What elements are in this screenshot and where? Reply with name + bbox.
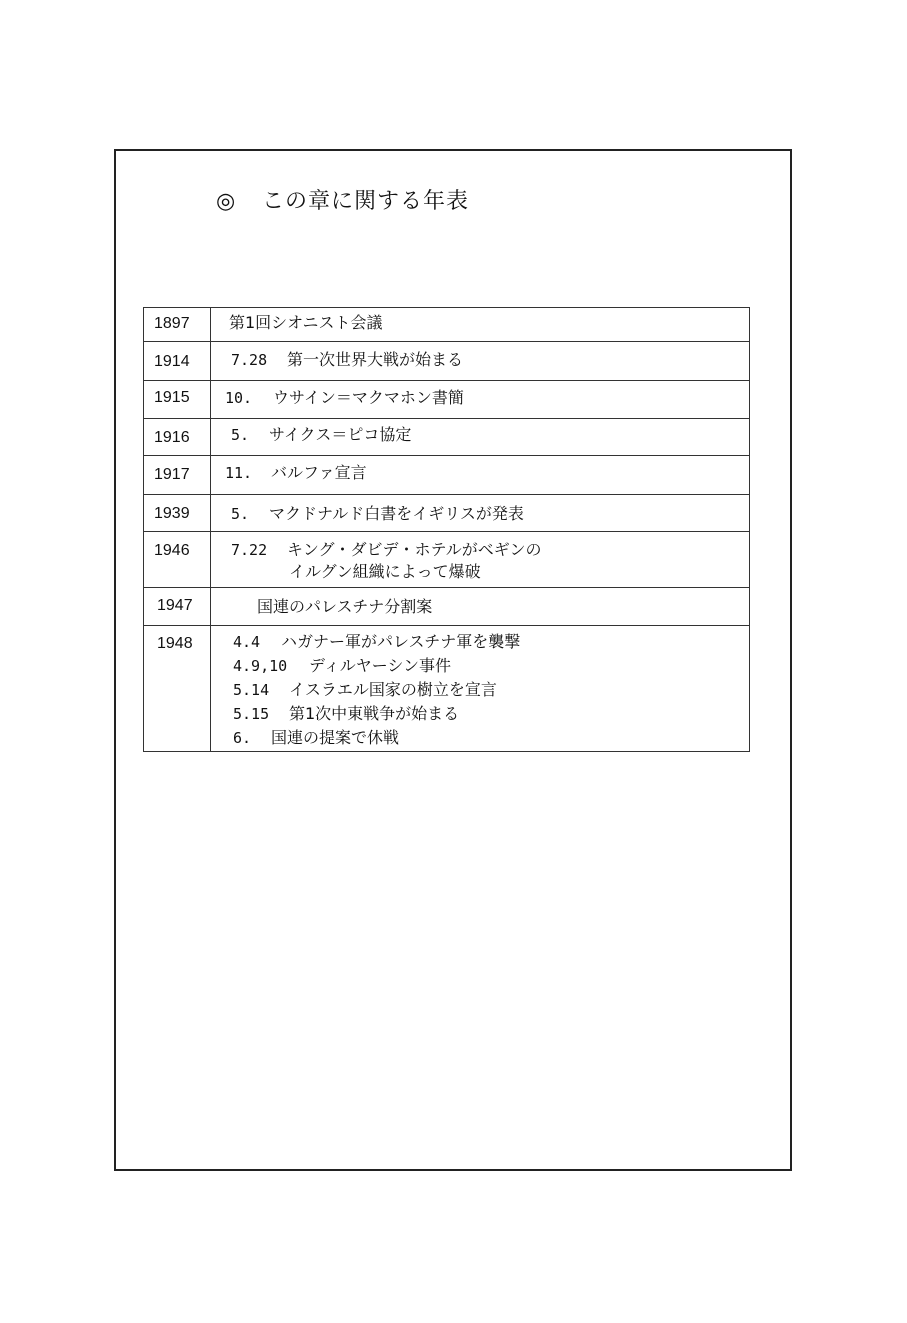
event-date: 4.9,10	[233, 657, 288, 675]
event-line	[233, 726, 749, 750]
event-text: キング・ダビデ・ホテルがベギンの	[287, 540, 542, 559]
event-line	[225, 387, 749, 409]
event-line	[233, 654, 749, 678]
events-cell	[211, 342, 750, 381]
event-line	[231, 424, 749, 446]
event-date: 7.28	[231, 351, 268, 369]
event-line	[231, 539, 749, 561]
event-date: 10.	[225, 389, 253, 407]
event-line	[233, 678, 749, 702]
event-line	[229, 312, 749, 334]
event-text: 第1回シオニスト会議	[229, 313, 383, 332]
event-text: イスラエル国家の樹立を宣言	[289, 680, 497, 699]
year-cell: 1916	[144, 419, 211, 456]
event-date: 5.	[231, 505, 250, 523]
table-row	[144, 532, 750, 588]
event-date: 4.4	[233, 633, 261, 651]
event-date: 5.	[231, 426, 250, 444]
year-cell: 1939	[144, 495, 211, 532]
year-cell: 1946	[144, 532, 211, 588]
events-cell	[211, 419, 750, 456]
events-cell	[211, 532, 750, 588]
event-text: ハガナー軍がパレスチナ軍を襲撃	[281, 632, 521, 651]
event-line	[233, 702, 749, 726]
year-cell: 1947	[144, 588, 211, 626]
year-cell: 1914	[144, 342, 211, 381]
event-text: ディルヤーシン事件	[309, 656, 452, 675]
event-text: マクドナルド白書をイギリスが発表	[269, 504, 524, 523]
event-date: 5.15	[233, 705, 270, 723]
event-text: 第1次中東戦争が始まる	[289, 704, 460, 723]
event-line	[231, 349, 749, 371]
page-title	[216, 184, 469, 215]
table-row	[144, 626, 750, 752]
year-cell: 1915	[144, 381, 211, 419]
events-cell	[211, 588, 750, 626]
event-line	[233, 630, 749, 654]
events-cell	[211, 626, 750, 752]
page-title-text: この章に関する年表	[262, 189, 470, 214]
table-row	[144, 342, 750, 381]
event-line	[225, 462, 749, 484]
double-circle-icon: ◎	[216, 189, 237, 214]
timeline-table	[143, 307, 750, 752]
event-text: ウサイン＝マクマホン書簡	[273, 388, 464, 407]
table-row	[144, 308, 750, 342]
event-text: 第一次世界大戦が始まる	[287, 350, 464, 369]
table-row	[144, 419, 750, 456]
year-cell: 1917	[144, 456, 211, 495]
event-text: 国連のパレスチナ分割案	[257, 597, 433, 616]
table-row	[144, 495, 750, 532]
event-line	[231, 503, 749, 525]
table-row	[144, 588, 750, 626]
events-cell	[211, 308, 750, 342]
event-line	[257, 596, 749, 618]
event-date: 11.	[225, 464, 253, 482]
year-cell: 1897	[144, 308, 211, 342]
event-text: サイクス＝ピコ協定	[269, 425, 412, 444]
event-text: 国連の提案で休戦	[271, 728, 400, 747]
events-cell	[211, 456, 750, 495]
year-cell: 1948	[144, 626, 211, 752]
event-date: 5.14	[233, 681, 270, 699]
events-cell	[211, 381, 750, 419]
event-text: イルグン組織によって爆破	[289, 562, 481, 581]
table-row	[144, 381, 750, 419]
events-cell	[211, 495, 750, 532]
table-row	[144, 456, 750, 495]
event-date: 7.22	[231, 541, 268, 559]
event-date: 6.	[233, 729, 252, 747]
event-text: バルファ宣言	[271, 463, 367, 482]
event-line-continuation	[231, 561, 749, 582]
